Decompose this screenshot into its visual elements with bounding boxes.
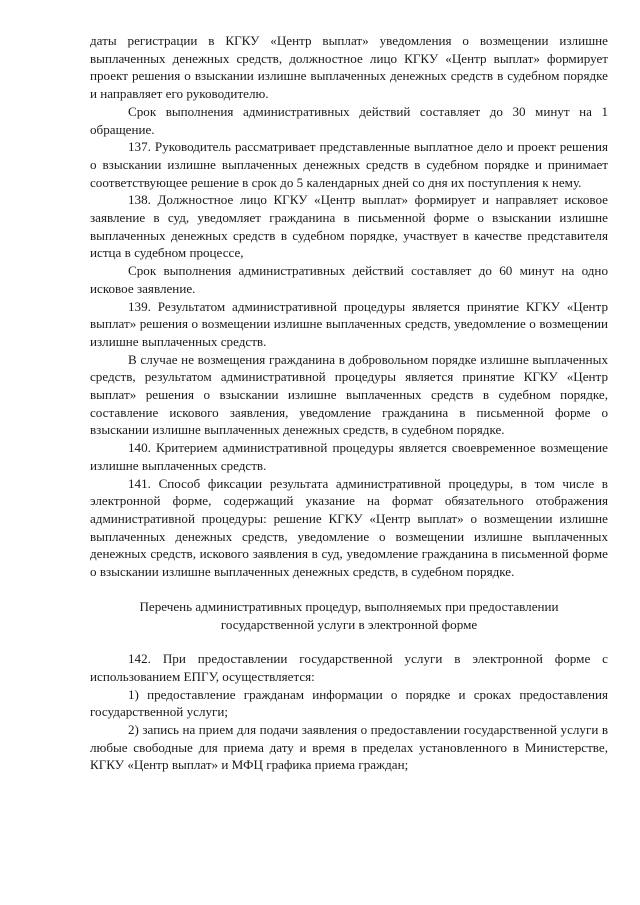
paragraphs-bottom [90,650,608,774]
paragraph: Срок выполнения административных действий составляет до 30 минут на 1 обращение. [90,103,608,137]
paragraph: В случае не возмещения гражданина в добровольном порядке излишне выплаченных средств, результатом административной процедуры является принятие КГКУ «Центр выплат» решения о взыскании излишне выплаченных средств в судебном порядке, составление искового заявления, уведомление гражданина в письменной форме о взыскании излишне выплаченных денежных средств, в судебном порядке. [90,351,608,438]
paragraph: 1) предоставление гражданам информации о порядке и сроках предоставления государственной услуги; [90,686,608,720]
paragraph: 137. Руководитель рассматривает представленные выплатное дело и проект решения о взыскании излишне выплаченных денежных средств в судебном порядке и принимает соответствующее решение в срок до 5 календарных дней со дня их поступления к нему. [90,139,608,190]
paragraphs-top [90,32,608,581]
paragraph: даты регистрации в КГКУ «Центр выплат» уведомления о возмещении излишне выплаченных денежных средств, должностное лицо КГКУ «Центр выплат» формирует проект решения о взыскании излишне выплаченных денежных средств в судебном порядке и направляет его руководителю. [90,33,608,102]
section-heading-line: государственной услуги в электронной форме [220,616,478,632]
paragraph: 140. Критерием административной процедуры является своевременное возмещение излишне выплаченных средств. [90,440,608,473]
paragraph: 2) запись на прием для подачи заявления о предоставлении государственной услуги в любые свободные для приема дату и время в пределах установленного в Министерстве, КГКУ «Центр выплат» и МФЦ графика приема граждан; [90,722,608,773]
paragraph: 139. Результатом административной процедуры является принятие КГКУ «Центр выплат» решения о возмещении излишне выплаченных средств, уведомление о возмещении излишне выплаченных средств. [90,298,608,349]
paragraph: 141. Способ фиксации результата административной процедуры, в том числе в электронной форме, содержащий указание на формат обязательного отображения административной процедуры: решение КГКУ «Центр выплат» о возмещении излишне выплаченных денежных средств, уведомление о возмещении излишне выплаченных денежных средств, искового заявления в суд, уведомление гражданина в письменной форме о взыскании излишне выплаченных денежных средств, в судебном порядке. [90,475,608,580]
paragraph: 138. Должностное лицо КГКУ «Центр выплат» формирует и направляет исковое заявление в суд, уведомляет гражданина в письменной форме о взыскании излишне выплаченных денежных средств в судебном порядке, участвует в качестве представителя истца в судебном процессе, [90,192,608,261]
paragraph: Срок выполнения административных действий составляет до 60 минут на одно исковое заявление. [90,263,608,296]
section-heading-line: Перечень административных процедур, выполняемых при предоставлении [139,598,559,614]
section-heading [90,598,608,633]
paragraph: 142. При предоставлении государственной услуги в электронной форме с использованием ЕПГУ, осуществляется: [90,651,608,684]
